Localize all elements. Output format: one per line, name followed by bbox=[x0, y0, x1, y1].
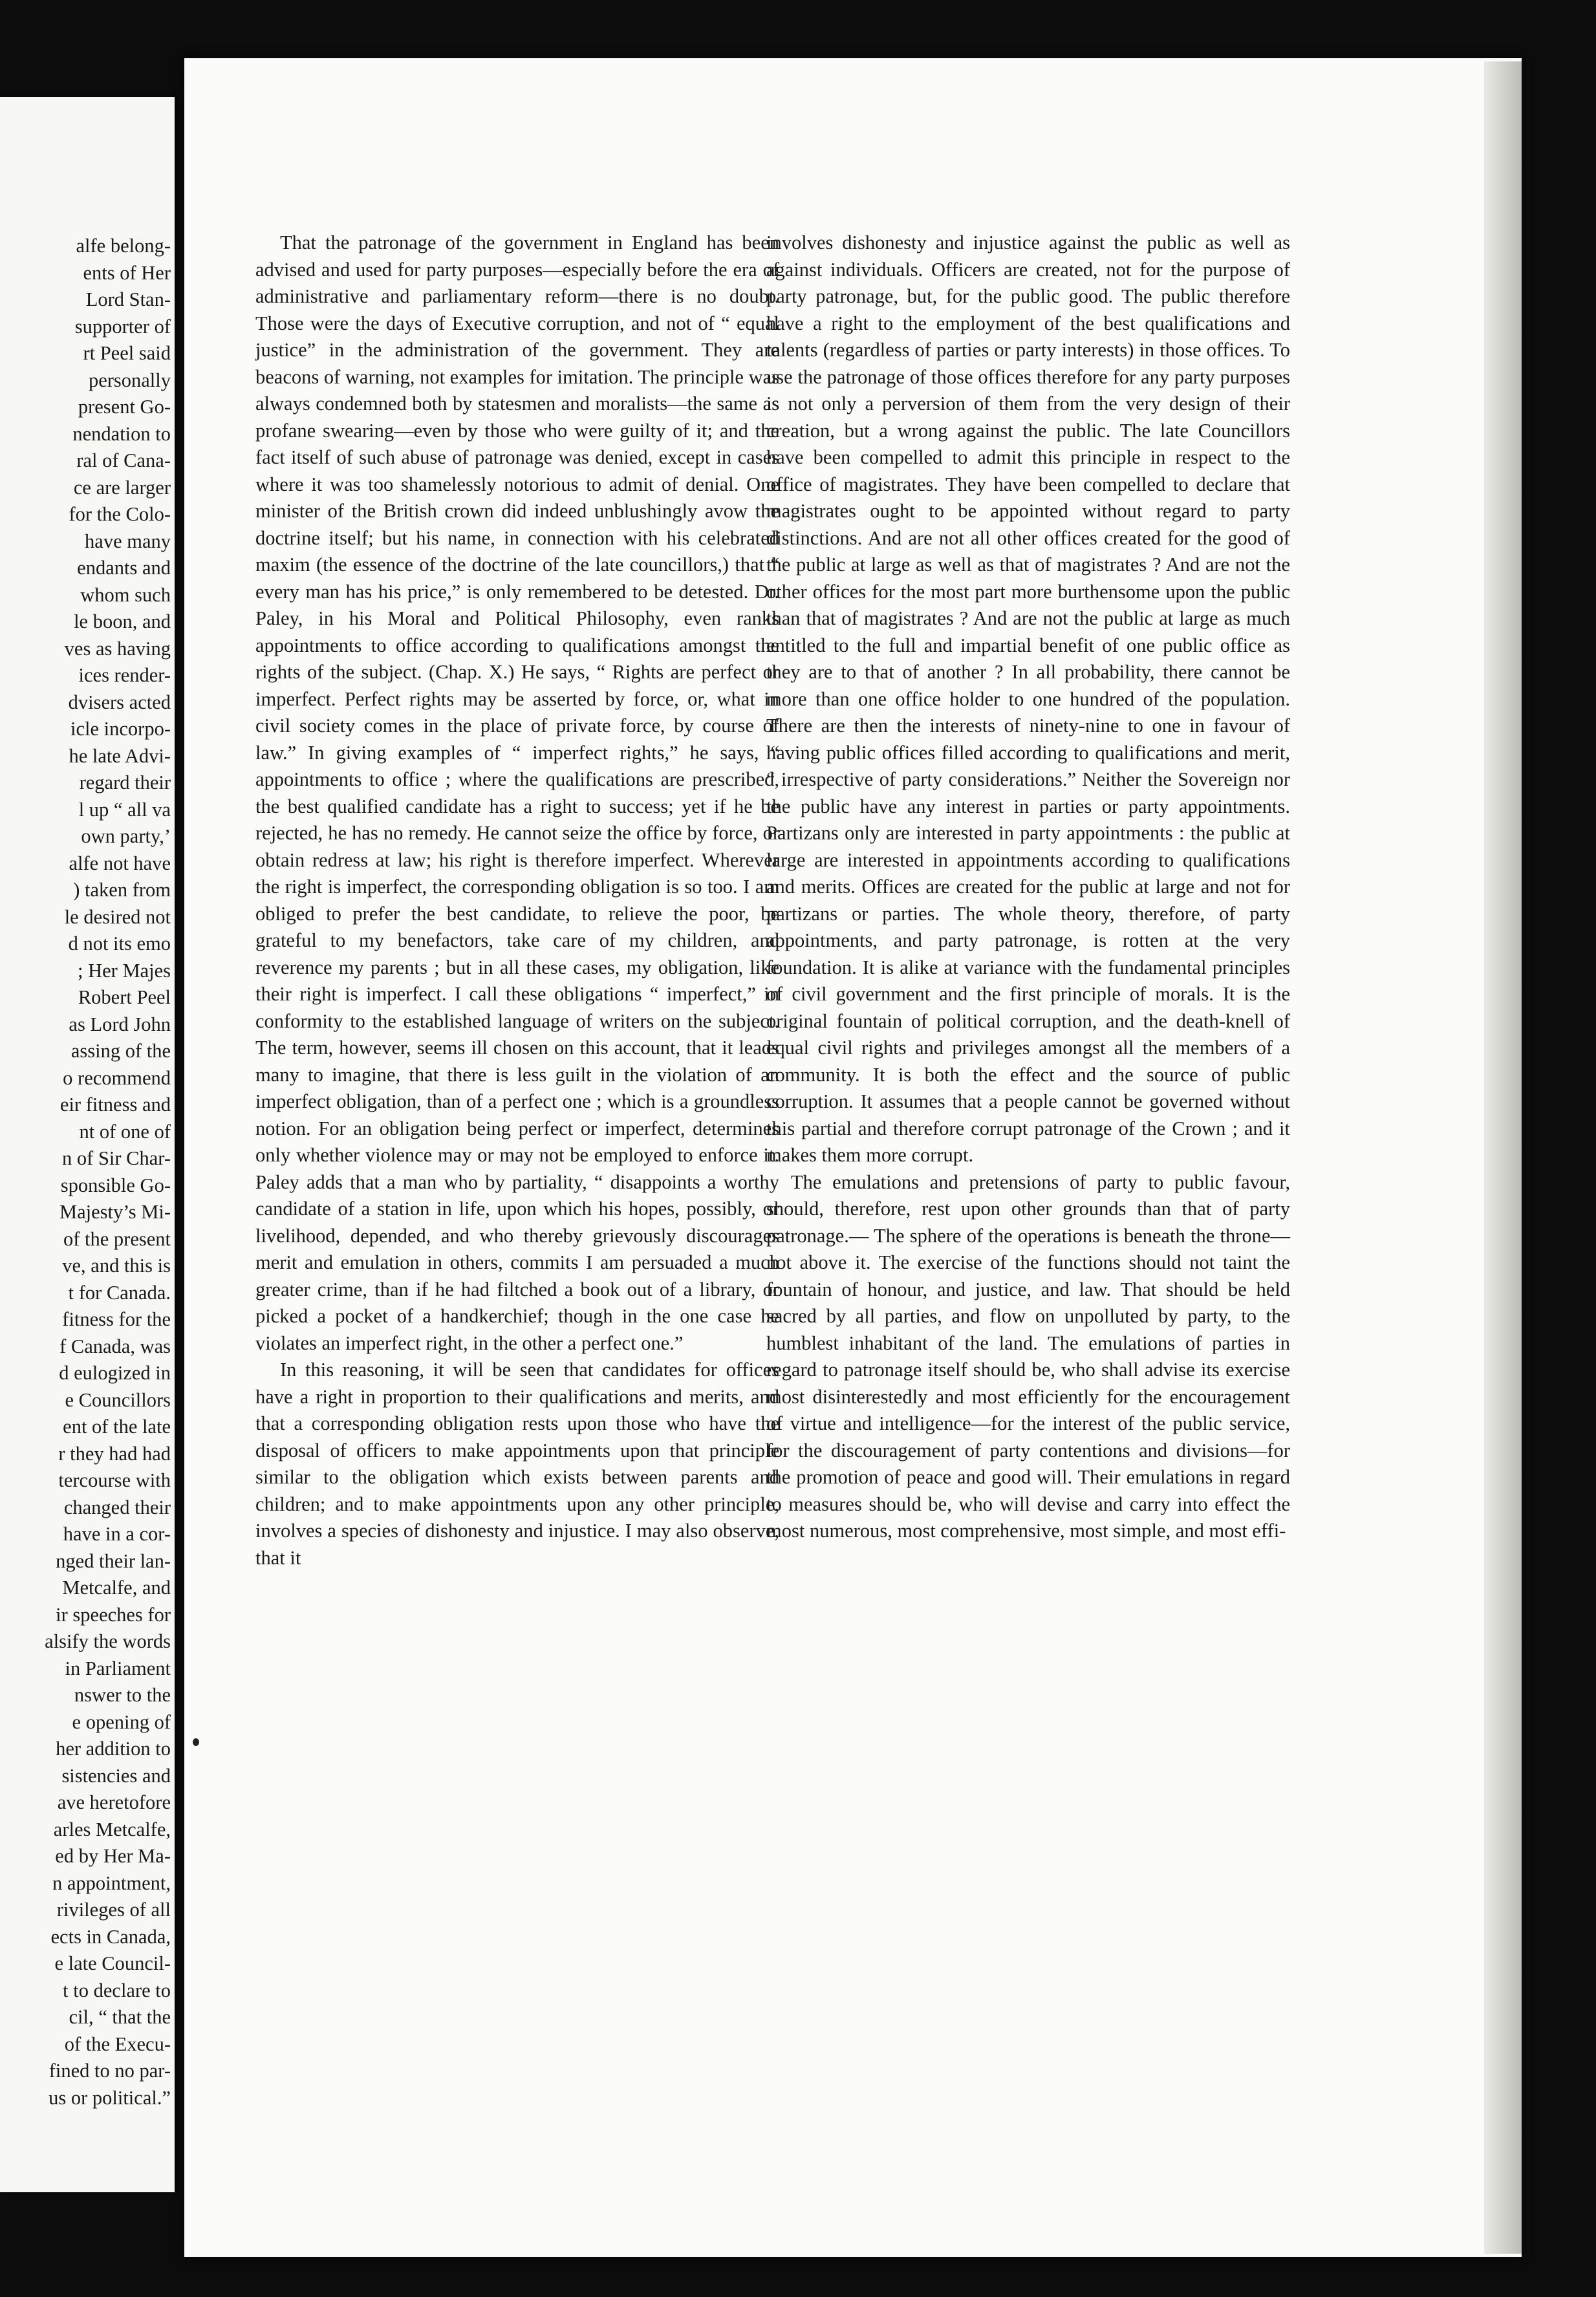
fragment-line: ed by Her Ma- bbox=[55, 1845, 171, 1867]
fragment-line: cil, “ that the bbox=[69, 2006, 171, 2028]
fragment-line: as Lord John bbox=[69, 1013, 171, 1035]
fragment-line: l up “ all va bbox=[78, 798, 171, 821]
fragment-line: ) taken from bbox=[73, 879, 171, 901]
fragment-line: nswer to the bbox=[74, 1684, 171, 1706]
fragment-line: dvisers acted bbox=[68, 691, 171, 713]
fragment-line: ; Her Majes bbox=[78, 959, 171, 982]
fragment-line: n appointment, bbox=[52, 1871, 171, 1894]
fragment-line: of the Execu- bbox=[64, 2033, 171, 2055]
fragment-line: alfe not have bbox=[69, 852, 171, 874]
fragment-line: icle incorpo- bbox=[70, 718, 171, 740]
fragment-line: have many bbox=[85, 530, 171, 552]
fragment-line: fined to no par- bbox=[49, 2060, 171, 2082]
fragment-line: ects in Canada, bbox=[50, 1925, 171, 1948]
document-page bbox=[184, 58, 1522, 2257]
fragment-line: assing of the bbox=[70, 1040, 171, 1062]
fragment-line: t for Canada. bbox=[68, 1281, 171, 1304]
fragment-line: ir speeches for bbox=[56, 1603, 171, 1626]
fragment-line: present Go- bbox=[78, 396, 171, 418]
print-mark bbox=[193, 1738, 199, 1746]
fragment-line: ent of the late bbox=[63, 1416, 171, 1438]
fragment-line: he late Advi- bbox=[69, 744, 171, 767]
fragment-line: changed their bbox=[63, 1496, 171, 1518]
fragment-line: Metcalfe, and bbox=[62, 1577, 171, 1599]
fragment-line: n of Sir Char- bbox=[62, 1147, 171, 1169]
fragment-line: in Parliament bbox=[65, 1657, 171, 1679]
fragment-line: of the present bbox=[63, 1227, 171, 1250]
fragment-line: o recommend bbox=[63, 1066, 171, 1089]
fragment-line: nged their lan- bbox=[56, 1549, 171, 1572]
fragment-line: Majesty’s Mi- bbox=[59, 1201, 171, 1223]
fragment-line: rivileges of all bbox=[56, 1899, 171, 1921]
fragment-line: ral of Cana- bbox=[76, 449, 171, 471]
fragment-line: tercourse with bbox=[58, 1469, 171, 1491]
fragment-line: regard their bbox=[79, 771, 171, 793]
fragment-line: ve, and this is bbox=[62, 1255, 171, 1277]
fragment-line: alfe belong- bbox=[76, 235, 171, 257]
fragment-line: d not its emo bbox=[68, 933, 171, 954]
paragraph: involves dishonesty and injustice against the public as well as against individuals. Officers are created, not for the purpose of party patronage, but, for the public good. The public therefore have a right to the employment of the best qualifications and talents (regardless of parties or party interests) in those offices. To use the patronage of those offices therefore for any party purposes is not only a perversion of them from the very design of their creation, but a wrong against the public. The late Councillors have been compelled to admit this principle in respect to the office of magistrates. They have been compelled to declare that magistrates ought to be appointed without regard to party distinctions. And are not all other offices created for the good of the public at large as well as that of magistrates ? And are not the other offices for the most part more burthensome upon the public than that of magistrates ? And are not the public at large as much entitled to the full and impartial benefit of one public office as they are to that of another ? In all probability, there cannot be more than one office holder to one hundred of the population. There are then the interests of ninety-nine to one in favour of having public offices filled according to qualifications and merit, “ irrespective of party considerations.” Neither the Sovereign nor the public have any interest in parties or party appointments. Partizans only are interested in party appointments : the public at large are interested in appointments according to qualifications and merits. Offices are created for the public at large and not for partizans or parties. The whole theory, therefore, of party appointments, and party patronage, is rotten at the very foundation. It is alike at variance with the fundamental principles of civil government and the first principle of morals. It is the original fountain of political corruption, and the death-knell of equal civil rights and privileges amongst all the members of a community. It is both the effect and the source of public corruption. It assumes that a people cannot be governed without this partial and therefore corrupt patronage of the Crown ; and it makes them more corrupt. bbox=[766, 232, 1290, 1166]
fragment-line: for the Colo- bbox=[69, 503, 171, 525]
fragment-line: whom such bbox=[80, 583, 171, 606]
fragment-line: r they had had bbox=[58, 1442, 171, 1465]
fragment-line: f Canada, was bbox=[59, 1335, 171, 1357]
fragment-line: sponsible Go- bbox=[60, 1174, 171, 1196]
fragment-line: rt Peel said bbox=[83, 342, 171, 364]
fragment-line: d eulogized in bbox=[59, 1362, 171, 1384]
text-column-right bbox=[766, 230, 1290, 1545]
fragment-line: e Councillors bbox=[65, 1388, 171, 1411]
paragraph: That the patronage of the government in England has been advised and used for party purposes—especially before the era of administrative and parliamentary reform—there is no doubt. Those were the days of Executive corruption, and not of “ equal justice” in the administration of the government. They are beacons of warning, not examples for imitation. The principle was always condemned both by statesmen and moralists—the same as profane swearing—even by those who were guilty of it; and the fact itself of such abuse of patronage was denied, except in cases where it was too shamelessly notorious to admit of denial. One minister of the British crown did indeed unblushingly avow the doctrine itself; but his name, in connection with his celebrated maxim (the essence of the doctrine of the late councillors,) that “ every man has his price,” is only remembered to be detested. Dr. Paley, in his Moral and Political Philosophy, even ranks appointments to office according to qualifications amongst the rights of the subject. (Chap. X.) He says, “ Rights are perfect or imperfect. Perfect rights may be asserted by force, or, what in civil society comes in the place of private force, by course of law.” In giving examples of “ imperfect rights,” he says, “ appointments to office ; where the qualifications are prescribed, the best qualified candidate has a right to success; yet if he be rejected, he has no remedy. He cannot seize the office by force, or obtain redress at law; his right is therefore imperfect. Wherever the right is imperfect, the corresponding obligation is so too. I am obliged to prefer the best candidate, to relieve the poor, be grateful to my benefactors, take care of my children, and reverence my parents ; but in all these cases, my obligation, like their right is imperfect. I call these obligations “ imperfect,” in conformity to the established language of writers on the subject. The term, however, seems ill chosen on this account, that it leads many to imagine, that there is less guilt in the violation of an imperfect obligation, than of a perfect one ; which is a groundless notion. For an obligation being perfect or imperfect, determines only whether violence may or may not be employed to enforce it. Paley adds that a man who by partiality, “ disappoints a worthy candidate of a station in life, upon which his hopes, possibly, or livelihood, depended, and who thereby grievously discourages merit and emulation in others, commits I am persuaded a much greater crime, than if he had filtched a book out of a library, or picked a pocket of a handkerchief; though in the one case he violates an imperfect right, in the other a perfect one.” bbox=[255, 232, 780, 1354]
paragraph: The emulations and pretensions of party to public favour, should, therefore, rest upon other grounds than that of party patronage.— The sphere of the operations is beneath the throne—not above it. The exercise of the functions should not taint the fountain of honour, and justice, and law. That should be held sacred by all parties, and flow on unpolluted by party, to the humblest inhabitant of the land. The emulations of parties in regard to patronage itself should be, who shall advise its exercise most disinterestedly and most efficiently for the encouragement of virtue and intelligence—for the interest of the public service, for the discouragement of party contentions and divisions—for the promotion of peace and good will. Their emulations in regard to measures should be, who will devise and carry into effect the most numerous, most comprehensive, most simple, and most effi- bbox=[766, 1170, 1290, 1542]
fragment-line: e opening of bbox=[72, 1710, 171, 1733]
fragment-line: Robert Peel bbox=[78, 986, 171, 1008]
paragraph: In this reasoning, it will be seen that candidates for offices have a right in proportion to their qualifications and merits, and that a corresponding obligation rests upon those who have the disposal of officers to make appointments upon that principle similar to the obligation which exists between parents and children; and to make appointments upon any other principle, involves a species of dishonesty and injustice. I may also observe, that it bbox=[255, 1359, 779, 1569]
facing-page-fragment bbox=[0, 97, 175, 2192]
fragment-line: ents of Her bbox=[83, 261, 171, 284]
fragment-line: supporter of bbox=[74, 315, 171, 338]
fragment-line: nendation to bbox=[72, 422, 171, 445]
fragment-line: her addition to bbox=[56, 1738, 171, 1760]
fragment-line: own party,’ bbox=[81, 825, 171, 847]
fragment-line: alsify the words bbox=[45, 1630, 171, 1652]
fragment-line: le desired not bbox=[64, 905, 171, 928]
fragment-line: ave heretofore bbox=[57, 1791, 171, 1813]
facing-page-text bbox=[0, 233, 171, 2111]
fragment-line: personally bbox=[88, 369, 171, 391]
fragment-line: fitness for the bbox=[62, 1308, 171, 1330]
fragment-line: Lord Stan- bbox=[85, 288, 171, 310]
fragment-line: ce are larger bbox=[73, 476, 171, 499]
fragment-line: eir fitness and bbox=[59, 1094, 171, 1116]
fragment-line: ves as having bbox=[64, 637, 171, 660]
fragment-line: nt of one of bbox=[79, 1120, 171, 1143]
fragment-line: t to declare to bbox=[63, 1979, 171, 2001]
fragment-line: endants and bbox=[77, 557, 171, 579]
page-edge-shadow bbox=[1484, 61, 1522, 2254]
text-column-left bbox=[255, 230, 779, 1571]
fragment-line: le boon, and bbox=[74, 610, 171, 632]
fragment-line: e late Council- bbox=[54, 1952, 171, 1974]
fragment-line: have in a cor- bbox=[63, 1523, 171, 1545]
fragment-line: sistencies and bbox=[61, 1764, 171, 1787]
fragment-line: ices render- bbox=[78, 664, 171, 686]
fragment-line: arles Metcalfe, bbox=[53, 1818, 171, 1840]
fragment-line: us or political.” bbox=[49, 2086, 171, 2109]
